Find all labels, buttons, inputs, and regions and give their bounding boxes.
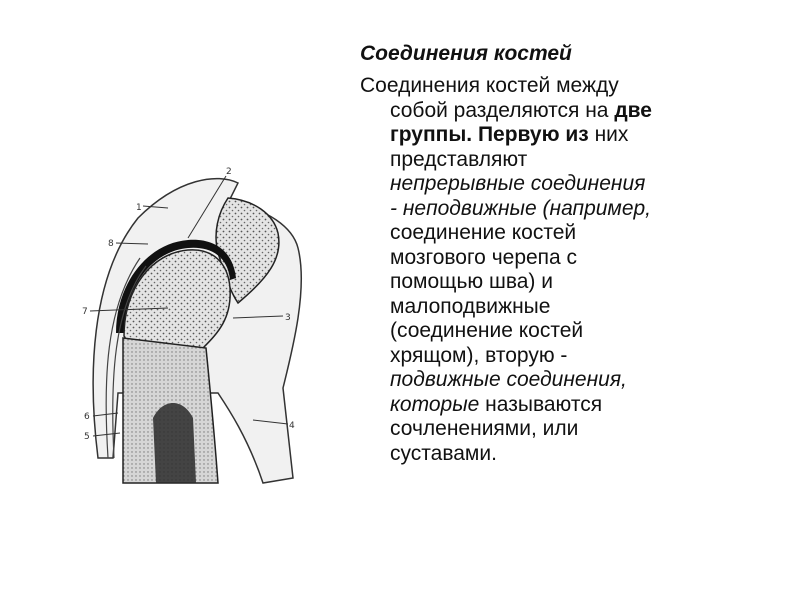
text-run: называются	[479, 392, 603, 416]
slide-title: Соединения костей	[360, 42, 572, 65]
paragraph-line-2	[390, 99, 770, 124]
paragraph-line-15: сочленениями, или	[390, 417, 579, 440]
label-4: 4	[289, 421, 295, 431]
label-5: 5	[84, 432, 90, 442]
paragraph-line-14	[390, 393, 770, 418]
paragraph-line-6: - неподвижные (например,	[390, 196, 652, 220]
joint-diagram	[78, 158, 318, 488]
joint-illustration	[78, 158, 318, 488]
marrow-cavity	[153, 403, 196, 483]
paragraph-line-16: суставами.	[390, 441, 497, 465]
paragraph-line-10: малоподвижные	[390, 294, 551, 318]
paragraph-line-7: соединение костей	[390, 221, 577, 244]
paragraph-line-4: представляют	[390, 147, 528, 171]
label-2: 2	[226, 167, 232, 177]
text-run: собой разделяются на	[390, 98, 615, 122]
bold-text-run: группы. Первую из	[390, 123, 589, 146]
paragraph-line-11: (соединение костей	[390, 319, 584, 342]
text-run: них	[588, 123, 629, 146]
label-3: 3	[285, 313, 291, 323]
paragraph-line-5: непрерывные соединения	[390, 172, 646, 195]
paragraph-line-12: хрящом), вторую -	[390, 343, 568, 367]
label-1: 1	[136, 203, 142, 213]
bold-text-run: две	[614, 98, 652, 122]
paragraph-line-1: Соединения костей между	[360, 74, 619, 97]
paragraph-line-13: подвижные соединения,	[390, 368, 627, 391]
italic-text-run: которые	[390, 392, 480, 416]
paragraph-line-3	[390, 123, 770, 148]
label-6: 6	[84, 412, 90, 422]
label-8: 8	[108, 239, 114, 249]
paragraph-line-8: мозгового черепа с	[390, 245, 578, 269]
label-7: 7	[82, 307, 88, 317]
paragraph-body	[390, 99, 770, 467]
paragraph-line-9: помощью шва) и	[390, 270, 553, 293]
